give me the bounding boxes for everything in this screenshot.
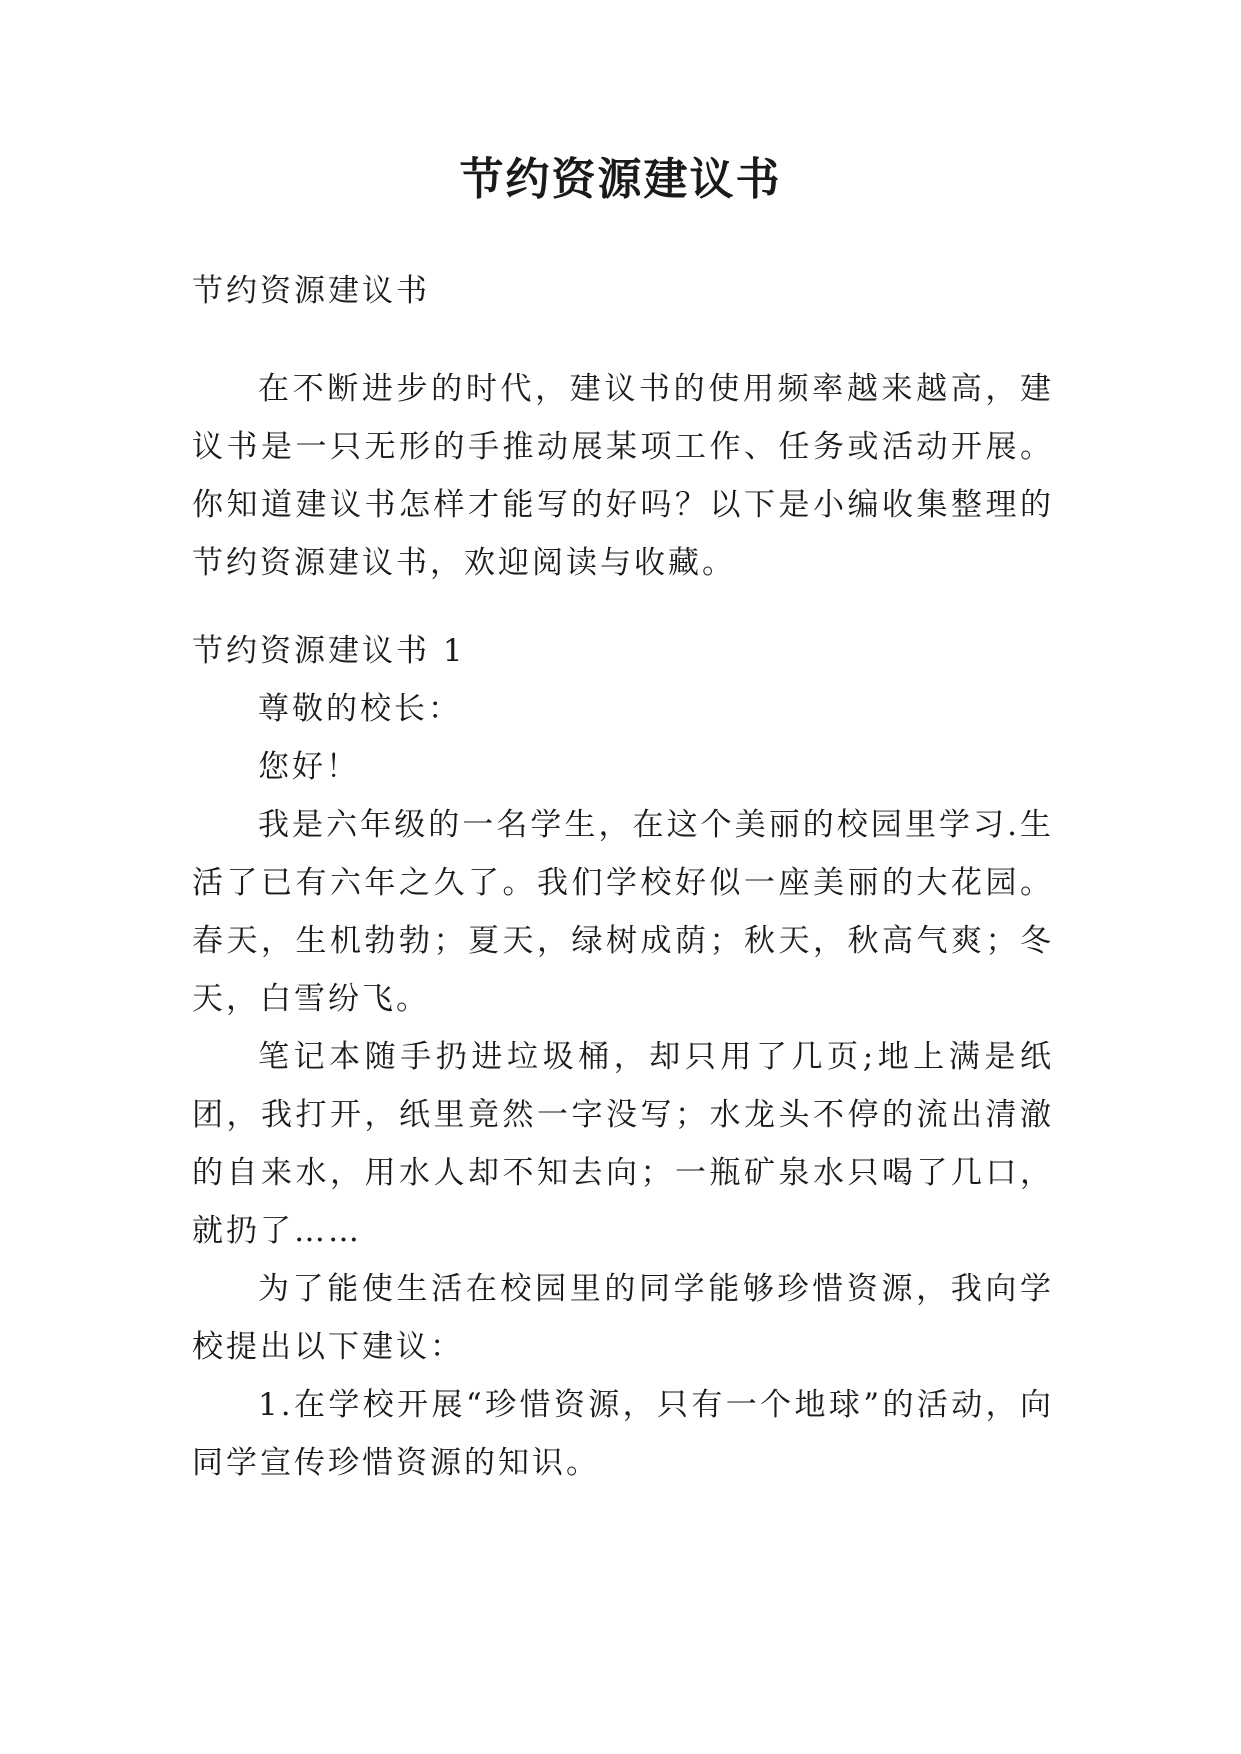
intro-paragraph: 在不断进步的时代，建议书的使用频率越来越高，建议书是一只无形的手推动展某项工作、任务或活动开展。你知道建议书怎样才能写的好吗？以下是小编收集整理的节约资源建议书，欢迎阅读与收藏。 bbox=[192, 371, 1054, 581]
document-subtitle bbox=[192, 262, 1054, 320]
body-paragraph-3: 为了能使生活在校园里的同学能够珍惜资源，我向学校提出以下建议： bbox=[192, 1271, 1054, 1365]
body-paragraph-4: 1.在学校开展“珍惜资源，只有一个地球”的活动，向同学宣传珍惜资源的知识。 bbox=[192, 1387, 1054, 1481]
body-paragraph-2: 笔记本随手扔进垃圾桶，却只用了几页;地上满是纸团，我打开，纸里竟然一字没写；水龙头不停的流出清澈的自来水，用水人却不知去向；一瓶矿泉水只喝了几口，就扔了…… bbox=[192, 1039, 1054, 1249]
subtitle-line: 节约资源建议书 bbox=[192, 273, 430, 309]
salutation-line: 您好！ bbox=[258, 749, 360, 785]
intro-block bbox=[192, 360, 1054, 592]
greeting-line: 尊敬的校长： bbox=[258, 691, 462, 727]
document-title: 节约资源建议书 bbox=[459, 154, 782, 205]
body-paragraph-1: 我是六年级的一名学生，在这个美丽的校园里学习.生活了已有六年之久了。我们学校好似一座美丽的大花园。春天，生机勃勃；夏天，绿树成荫；秋天，秋高气爽；冬天，白雪纷飞。 bbox=[192, 807, 1054, 1017]
letter-block bbox=[192, 622, 1054, 1492]
section-heading: 节约资源建议书 1 bbox=[192, 633, 466, 669]
